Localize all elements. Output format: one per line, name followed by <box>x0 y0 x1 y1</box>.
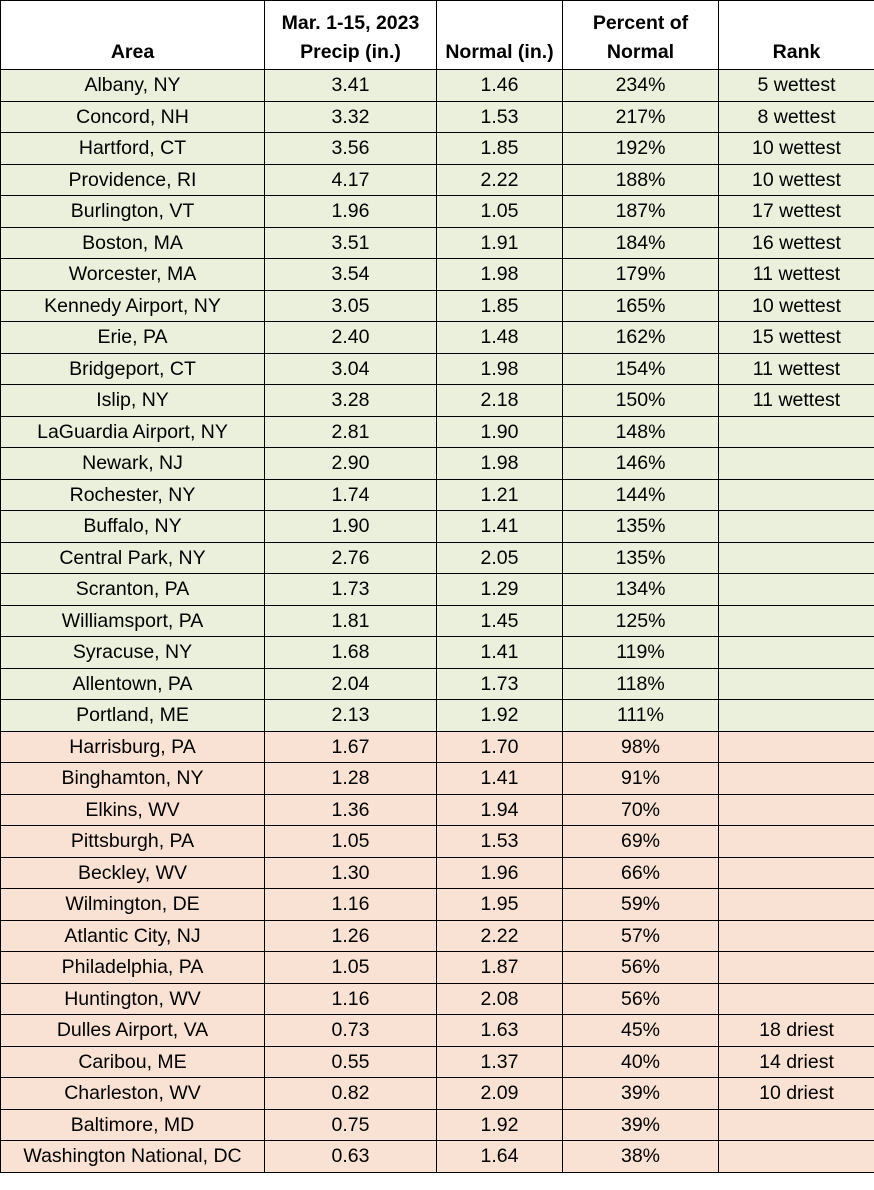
cell-percent: 148% <box>563 416 719 448</box>
cell-rank: 17 wettest <box>719 196 874 228</box>
cell-percent: 56% <box>563 952 719 984</box>
cell-percent: 38% <box>563 1141 719 1173</box>
cell-precip: 2.76 <box>265 542 437 574</box>
cell-rank: 5 wettest <box>719 70 874 102</box>
table-row <box>1 70 874 102</box>
cell-precip: 2.04 <box>265 668 437 700</box>
cell-percent: 192% <box>563 133 719 165</box>
cell-percent: 162% <box>563 322 719 354</box>
cell-normal: 1.41 <box>437 637 563 669</box>
cell-area: Newark, NJ <box>1 448 265 480</box>
header-row <box>1 1 874 70</box>
cell-normal: 1.37 <box>437 1046 563 1078</box>
table-row <box>1 479 874 511</box>
cell-area: Washington National, DC <box>1 1141 265 1173</box>
cell-area: Concord, NH <box>1 101 265 133</box>
cell-precip: 3.56 <box>265 133 437 165</box>
cell-rank <box>719 826 874 858</box>
cell-rank <box>719 605 874 637</box>
cell-normal: 1.53 <box>437 101 563 133</box>
cell-normal: 1.41 <box>437 763 563 795</box>
cell-normal: 1.46 <box>437 70 563 102</box>
table-row <box>1 826 874 858</box>
table-row <box>1 1109 874 1141</box>
table-row <box>1 196 874 228</box>
cell-percent: 98% <box>563 731 719 763</box>
cell-area: Bridgeport, CT <box>1 353 265 385</box>
cell-precip: 1.26 <box>265 920 437 952</box>
cell-precip: 3.51 <box>265 227 437 259</box>
table-row <box>1 101 874 133</box>
cell-area: Boston, MA <box>1 227 265 259</box>
cell-normal: 1.64 <box>437 1141 563 1173</box>
cell-rank <box>719 511 874 543</box>
cell-rank <box>719 920 874 952</box>
cell-area: Charleston, WV <box>1 1078 265 1110</box>
cell-normal: 1.95 <box>437 889 563 921</box>
cell-precip: 1.74 <box>265 479 437 511</box>
cell-precip: 0.75 <box>265 1109 437 1141</box>
cell-percent: 144% <box>563 479 719 511</box>
cell-percent: 179% <box>563 259 719 291</box>
header-rank: Rank <box>719 1 874 70</box>
table-row <box>1 133 874 165</box>
cell-rank: 11 wettest <box>719 385 874 417</box>
table-row <box>1 385 874 417</box>
cell-precip: 1.30 <box>265 857 437 889</box>
cell-area: Providence, RI <box>1 164 265 196</box>
cell-rank: 15 wettest <box>719 322 874 354</box>
cell-area: Elkins, WV <box>1 794 265 826</box>
table-row <box>1 353 874 385</box>
cell-percent: 69% <box>563 826 719 858</box>
cell-precip: 3.28 <box>265 385 437 417</box>
table-row <box>1 889 874 921</box>
cell-rank <box>719 889 874 921</box>
cell-precip: 1.16 <box>265 983 437 1015</box>
cell-normal: 1.98 <box>437 448 563 480</box>
cell-rank <box>719 574 874 606</box>
cell-normal: 1.85 <box>437 133 563 165</box>
cell-precip: 0.55 <box>265 1046 437 1078</box>
cell-percent: 188% <box>563 164 719 196</box>
cell-area: Wilmington, DE <box>1 889 265 921</box>
cell-rank <box>719 479 874 511</box>
header-area: Area <box>1 1 265 70</box>
cell-precip: 1.67 <box>265 731 437 763</box>
cell-area: Central Park, NY <box>1 542 265 574</box>
cell-percent: 118% <box>563 668 719 700</box>
cell-rank <box>719 542 874 574</box>
cell-precip: 1.68 <box>265 637 437 669</box>
cell-percent: 146% <box>563 448 719 480</box>
cell-percent: 125% <box>563 605 719 637</box>
cell-rank <box>719 983 874 1015</box>
cell-rank: 16 wettest <box>719 227 874 259</box>
cell-precip: 2.90 <box>265 448 437 480</box>
cell-rank <box>719 794 874 826</box>
cell-rank <box>719 637 874 669</box>
table-row <box>1 605 874 637</box>
cell-precip: 3.32 <box>265 101 437 133</box>
cell-precip: 0.73 <box>265 1015 437 1047</box>
cell-area: Worcester, MA <box>1 259 265 291</box>
cell-normal: 2.22 <box>437 920 563 952</box>
cell-percent: 165% <box>563 290 719 322</box>
cell-area: Scranton, PA <box>1 574 265 606</box>
cell-normal: 2.05 <box>437 542 563 574</box>
cell-rank <box>719 448 874 480</box>
table-row <box>1 700 874 732</box>
cell-precip: 1.81 <box>265 605 437 637</box>
table-row <box>1 227 874 259</box>
cell-percent: 154% <box>563 353 719 385</box>
cell-normal: 1.70 <box>437 731 563 763</box>
cell-percent: 66% <box>563 857 719 889</box>
cell-precip: 0.82 <box>265 1078 437 1110</box>
cell-percent: 56% <box>563 983 719 1015</box>
cell-percent: 135% <box>563 542 719 574</box>
cell-rank <box>719 700 874 732</box>
table-row <box>1 416 874 448</box>
cell-rank <box>719 416 874 448</box>
cell-area: Baltimore, MD <box>1 1109 265 1141</box>
table-row <box>1 637 874 669</box>
cell-precip: 4.17 <box>265 164 437 196</box>
table-row <box>1 983 874 1015</box>
cell-normal: 1.73 <box>437 668 563 700</box>
cell-area: LaGuardia Airport, NY <box>1 416 265 448</box>
cell-precip: 1.28 <box>265 763 437 795</box>
cell-precip: 2.13 <box>265 700 437 732</box>
table-row <box>1 952 874 984</box>
cell-precip: 2.81 <box>265 416 437 448</box>
cell-area: Portland, ME <box>1 700 265 732</box>
cell-percent: 187% <box>563 196 719 228</box>
cell-area: Huntington, WV <box>1 983 265 1015</box>
cell-precip: 1.05 <box>265 826 437 858</box>
table-row <box>1 542 874 574</box>
table-row <box>1 259 874 291</box>
cell-area: Beckley, WV <box>1 857 265 889</box>
cell-normal: 1.98 <box>437 259 563 291</box>
cell-normal: 2.08 <box>437 983 563 1015</box>
cell-percent: 91% <box>563 763 719 795</box>
cell-normal: 1.45 <box>437 605 563 637</box>
cell-normal: 2.09 <box>437 1078 563 1110</box>
cell-rank <box>719 952 874 984</box>
cell-precip: 3.05 <box>265 290 437 322</box>
cell-rank: 14 driest <box>719 1046 874 1078</box>
cell-rank <box>719 1109 874 1141</box>
table-row <box>1 1078 874 1110</box>
cell-precip: 1.16 <box>265 889 437 921</box>
table-row <box>1 1046 874 1078</box>
cell-area: Erie, PA <box>1 322 265 354</box>
cell-percent: 234% <box>563 70 719 102</box>
table-row <box>1 857 874 889</box>
cell-normal: 1.53 <box>437 826 563 858</box>
cell-area: Hartford, CT <box>1 133 265 165</box>
cell-area: Buffalo, NY <box>1 511 265 543</box>
table-row <box>1 1141 874 1173</box>
cell-area: Williamsport, PA <box>1 605 265 637</box>
cell-normal: 1.85 <box>437 290 563 322</box>
cell-percent: 135% <box>563 511 719 543</box>
cell-area: Burlington, VT <box>1 196 265 228</box>
cell-normal: 1.41 <box>437 511 563 543</box>
cell-area: Pittsburgh, PA <box>1 826 265 858</box>
cell-area: Philadelphia, PA <box>1 952 265 984</box>
cell-precip: 3.54 <box>265 259 437 291</box>
table-row <box>1 322 874 354</box>
cell-rank: 8 wettest <box>719 101 874 133</box>
cell-rank <box>719 731 874 763</box>
cell-area: Allentown, PA <box>1 668 265 700</box>
table-row <box>1 164 874 196</box>
table-row <box>1 794 874 826</box>
cell-area: Islip, NY <box>1 385 265 417</box>
cell-normal: 1.87 <box>437 952 563 984</box>
cell-percent: 59% <box>563 889 719 921</box>
cell-normal: 2.18 <box>437 385 563 417</box>
cell-rank <box>719 668 874 700</box>
cell-precip: 3.41 <box>265 70 437 102</box>
cell-percent: 217% <box>563 101 719 133</box>
cell-rank: 10 wettest <box>719 164 874 196</box>
cell-percent: 150% <box>563 385 719 417</box>
table-row <box>1 920 874 952</box>
header-precip: Mar. 1-15, 2023 Precip (in.) <box>265 1 437 70</box>
cell-normal: 1.21 <box>437 479 563 511</box>
cell-normal: 1.29 <box>437 574 563 606</box>
table-row <box>1 1015 874 1047</box>
table-row <box>1 668 874 700</box>
table-row <box>1 290 874 322</box>
cell-normal: 1.98 <box>437 353 563 385</box>
table-row <box>1 448 874 480</box>
cell-precip: 1.96 <box>265 196 437 228</box>
table-row <box>1 731 874 763</box>
cell-rank: 11 wettest <box>719 259 874 291</box>
cell-normal: 1.92 <box>437 700 563 732</box>
cell-percent: 45% <box>563 1015 719 1047</box>
cell-percent: 39% <box>563 1109 719 1141</box>
cell-precip: 3.04 <box>265 353 437 385</box>
cell-area: Dulles Airport, VA <box>1 1015 265 1047</box>
cell-normal: 1.92 <box>437 1109 563 1141</box>
cell-area: Albany, NY <box>1 70 265 102</box>
cell-rank <box>719 763 874 795</box>
cell-area: Binghamton, NY <box>1 763 265 795</box>
cell-precip: 2.40 <box>265 322 437 354</box>
cell-precip: 0.63 <box>265 1141 437 1173</box>
cell-area: Caribou, ME <box>1 1046 265 1078</box>
cell-normal: 2.22 <box>437 164 563 196</box>
cell-percent: 134% <box>563 574 719 606</box>
cell-rank: 10 wettest <box>719 133 874 165</box>
cell-rank: 18 driest <box>719 1015 874 1047</box>
cell-area: Kennedy Airport, NY <box>1 290 265 322</box>
cell-percent: 111% <box>563 700 719 732</box>
cell-area: Rochester, NY <box>1 479 265 511</box>
cell-percent: 119% <box>563 637 719 669</box>
cell-normal: 1.48 <box>437 322 563 354</box>
cell-normal: 1.96 <box>437 857 563 889</box>
table-row <box>1 574 874 606</box>
cell-percent: 39% <box>563 1078 719 1110</box>
header-percent: Percent of Normal <box>563 1 719 70</box>
cell-rank: 10 driest <box>719 1078 874 1110</box>
cell-rank: 10 wettest <box>719 290 874 322</box>
cell-precip: 1.73 <box>265 574 437 606</box>
cell-area: Harrisburg, PA <box>1 731 265 763</box>
cell-rank: 11 wettest <box>719 353 874 385</box>
cell-percent: 70% <box>563 794 719 826</box>
table-row <box>1 763 874 795</box>
cell-precip: 1.36 <box>265 794 437 826</box>
cell-rank <box>719 857 874 889</box>
cell-precip: 1.90 <box>265 511 437 543</box>
cell-normal: 1.94 <box>437 794 563 826</box>
cell-percent: 40% <box>563 1046 719 1078</box>
cell-percent: 184% <box>563 227 719 259</box>
cell-normal: 1.05 <box>437 196 563 228</box>
header-normal: Normal (in.) <box>437 1 563 70</box>
cell-area: Syracuse, NY <box>1 637 265 669</box>
cell-rank <box>719 1141 874 1173</box>
table-row <box>1 511 874 543</box>
cell-normal: 1.91 <box>437 227 563 259</box>
cell-normal: 1.63 <box>437 1015 563 1047</box>
cell-area: Atlantic City, NJ <box>1 920 265 952</box>
cell-precip: 1.05 <box>265 952 437 984</box>
cell-percent: 57% <box>563 920 719 952</box>
cell-normal: 1.90 <box>437 416 563 448</box>
